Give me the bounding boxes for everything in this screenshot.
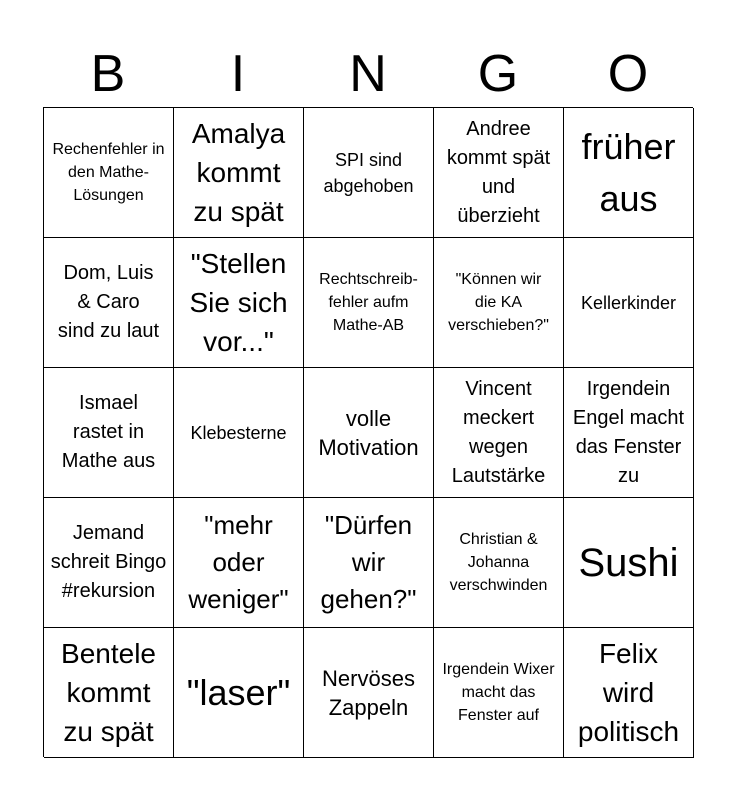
bingo-cell-text: Christian & Johanna verschwinden bbox=[449, 531, 548, 594]
bingo-cell-text: Rechtschreib-fehler aufm Mathe-AB bbox=[319, 271, 418, 334]
bingo-header bbox=[43, 40, 693, 108]
bingo-cell-text: Klebesterne bbox=[190, 422, 287, 443]
bingo-cell-r4-c2[interactable] bbox=[174, 498, 304, 628]
bingo-cell-text: Andree kommt spät und überzieht bbox=[446, 117, 551, 227]
bingo-cell-text: "laser" bbox=[186, 671, 291, 713]
bingo-cell-text: Vincent meckert wegen Lautstärke bbox=[451, 377, 546, 487]
bingo-cell-r1-c2[interactable] bbox=[174, 108, 304, 238]
bingo-cell-r5-c3[interactable] bbox=[304, 628, 434, 758]
bingo-cell-r4-c5[interactable] bbox=[564, 498, 694, 628]
bingo-cell-text: Bentele kommt zu spät bbox=[61, 638, 156, 747]
bingo-cell-text: Kellerkinder bbox=[580, 292, 677, 313]
bingo-cell-r2-c2[interactable] bbox=[174, 238, 304, 368]
bingo-cell-text: volle Motivation bbox=[318, 405, 419, 460]
bingo-cell-r5-c1[interactable] bbox=[44, 628, 174, 758]
bingo-cell-r4-c4[interactable] bbox=[434, 498, 564, 628]
bingo-cell-text: Rechenfehler in den Mathe-Lösungen bbox=[52, 141, 165, 204]
bingo-cell-r3-c1[interactable] bbox=[44, 368, 174, 498]
bingo-cell-r3-c2[interactable] bbox=[174, 368, 304, 498]
bingo-cell-r1-c4[interactable] bbox=[434, 108, 564, 238]
bingo-cell-r2-c5[interactable] bbox=[564, 238, 694, 368]
bingo-cell-text: Jemand schreit Bingo #rekursion bbox=[50, 522, 167, 602]
header-letter-i: I bbox=[230, 45, 246, 103]
bingo-cell-text: Sushi bbox=[578, 540, 679, 585]
header-letter-g: G bbox=[477, 45, 519, 103]
bingo-cell-text: Nervöses Zappeln bbox=[322, 665, 415, 720]
bingo-cell-r4-c3[interactable] bbox=[304, 498, 434, 628]
bingo-cell-text: "Können wir die KA verschieben?" bbox=[448, 271, 549, 334]
bingo-cell-r3-c4[interactable] bbox=[434, 368, 564, 498]
bingo-cell-r3-c3[interactable] bbox=[304, 368, 434, 498]
bingo-cell-r2-c3[interactable] bbox=[304, 238, 434, 368]
bingo-cell-r5-c4[interactable] bbox=[434, 628, 564, 758]
header-letter-n: N bbox=[349, 45, 387, 103]
bingo-cell-text: Irgendein Engel macht das Fenster zu bbox=[572, 377, 685, 487]
bingo-cell-r1-c1[interactable] bbox=[44, 108, 174, 238]
bingo-cell-r1-c3[interactable] bbox=[304, 108, 434, 238]
bingo-cell-r5-c5[interactable] bbox=[564, 628, 694, 758]
bingo-cell-text: Amalya kommt zu spät bbox=[191, 118, 286, 227]
bingo-cell-text: Irgendein Wixer macht das Fenster auf bbox=[442, 661, 555, 724]
bingo-grid bbox=[43, 107, 693, 757]
bingo-cell-text: "Stellen Sie sich vor..." bbox=[189, 248, 288, 357]
bingo-cell-text: früher aus bbox=[581, 125, 676, 219]
bingo-cell-r2-c1[interactable] bbox=[44, 238, 174, 368]
bingo-cell-text: Ismael rastet in Mathe aus bbox=[61, 392, 156, 472]
bingo-cell-text: Dom, Luis & Caro sind zu laut bbox=[57, 262, 160, 342]
bingo-cell-r1-c5[interactable] bbox=[564, 108, 694, 238]
bingo-cell-r3-c5[interactable] bbox=[564, 368, 694, 498]
bingo-cell-text: "mehr oder weniger" bbox=[188, 510, 289, 614]
header-letter-o: O bbox=[607, 45, 649, 103]
bingo-cell-r2-c4[interactable] bbox=[434, 238, 564, 368]
header-letter-b: B bbox=[90, 45, 126, 103]
bingo-cell-r5-c2[interactable] bbox=[174, 628, 304, 758]
bingo-cell-r4-c1[interactable] bbox=[44, 498, 174, 628]
bingo-cell-text: Felix wird politisch bbox=[577, 638, 680, 747]
bingo-cell-text: "Dürfen wir gehen?" bbox=[320, 510, 417, 614]
bingo-cell-text: SPI sind abgehoben bbox=[323, 149, 414, 196]
